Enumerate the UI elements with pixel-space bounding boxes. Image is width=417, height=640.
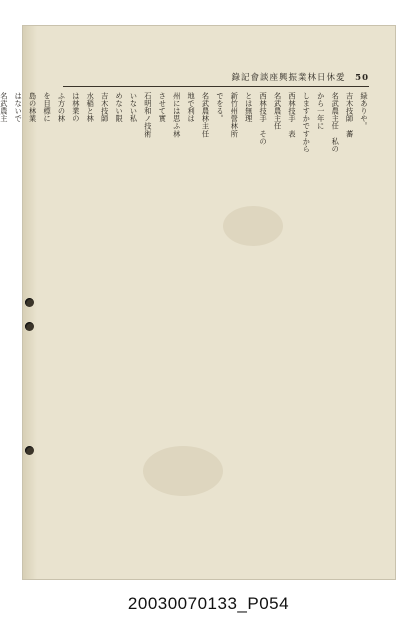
text-column: 地で利は xyxy=(187,92,197,123)
text-column: とは無理 xyxy=(244,92,254,123)
text-column: 名武農林主任 xyxy=(201,92,211,138)
text-column: 西林技手 その xyxy=(259,92,269,146)
page-number: 50 xyxy=(355,73,369,83)
archive-caption: 20030070133_P054 xyxy=(127,594,290,613)
header-rule xyxy=(63,86,369,87)
text-column: でをる。 xyxy=(215,92,225,123)
text-column: いない私 xyxy=(129,92,139,123)
text-column: はないで xyxy=(14,92,24,123)
header-title: 錄記會談座興振業林日休愛 xyxy=(231,73,346,83)
text-column: 名武農主任 私の xyxy=(331,92,341,153)
text-column: 新竹州營林所 xyxy=(230,92,240,138)
document-page xyxy=(0,26,395,579)
text-column: 石明和ノ技術 xyxy=(143,92,153,138)
running-header xyxy=(49,71,369,85)
text-column: しますかですから xyxy=(302,92,312,153)
text-column: 水稲と林 xyxy=(86,92,96,123)
text-column: 名武農主任 xyxy=(273,92,283,130)
text-column: 島の林業 xyxy=(28,92,38,123)
text-column: 吉木技師 蕃 xyxy=(345,92,355,138)
text-column: を目標に xyxy=(43,92,53,123)
text-column: 州には思ふ林 xyxy=(172,92,182,138)
text-column: 名武農主 xyxy=(0,92,9,123)
text-column: 吉木技師 xyxy=(100,92,110,123)
vertical-text-columns xyxy=(0,92,369,549)
text-column: させて實 xyxy=(158,92,168,123)
text-column: から一年に xyxy=(316,92,326,130)
text-column: ふ方の林 xyxy=(57,92,67,123)
text-column: めない限 xyxy=(115,92,125,123)
text-column: 西林技手 表 xyxy=(287,92,297,138)
text-column: は林業の xyxy=(71,92,81,123)
text-column: 緑ありや。 xyxy=(360,92,369,130)
